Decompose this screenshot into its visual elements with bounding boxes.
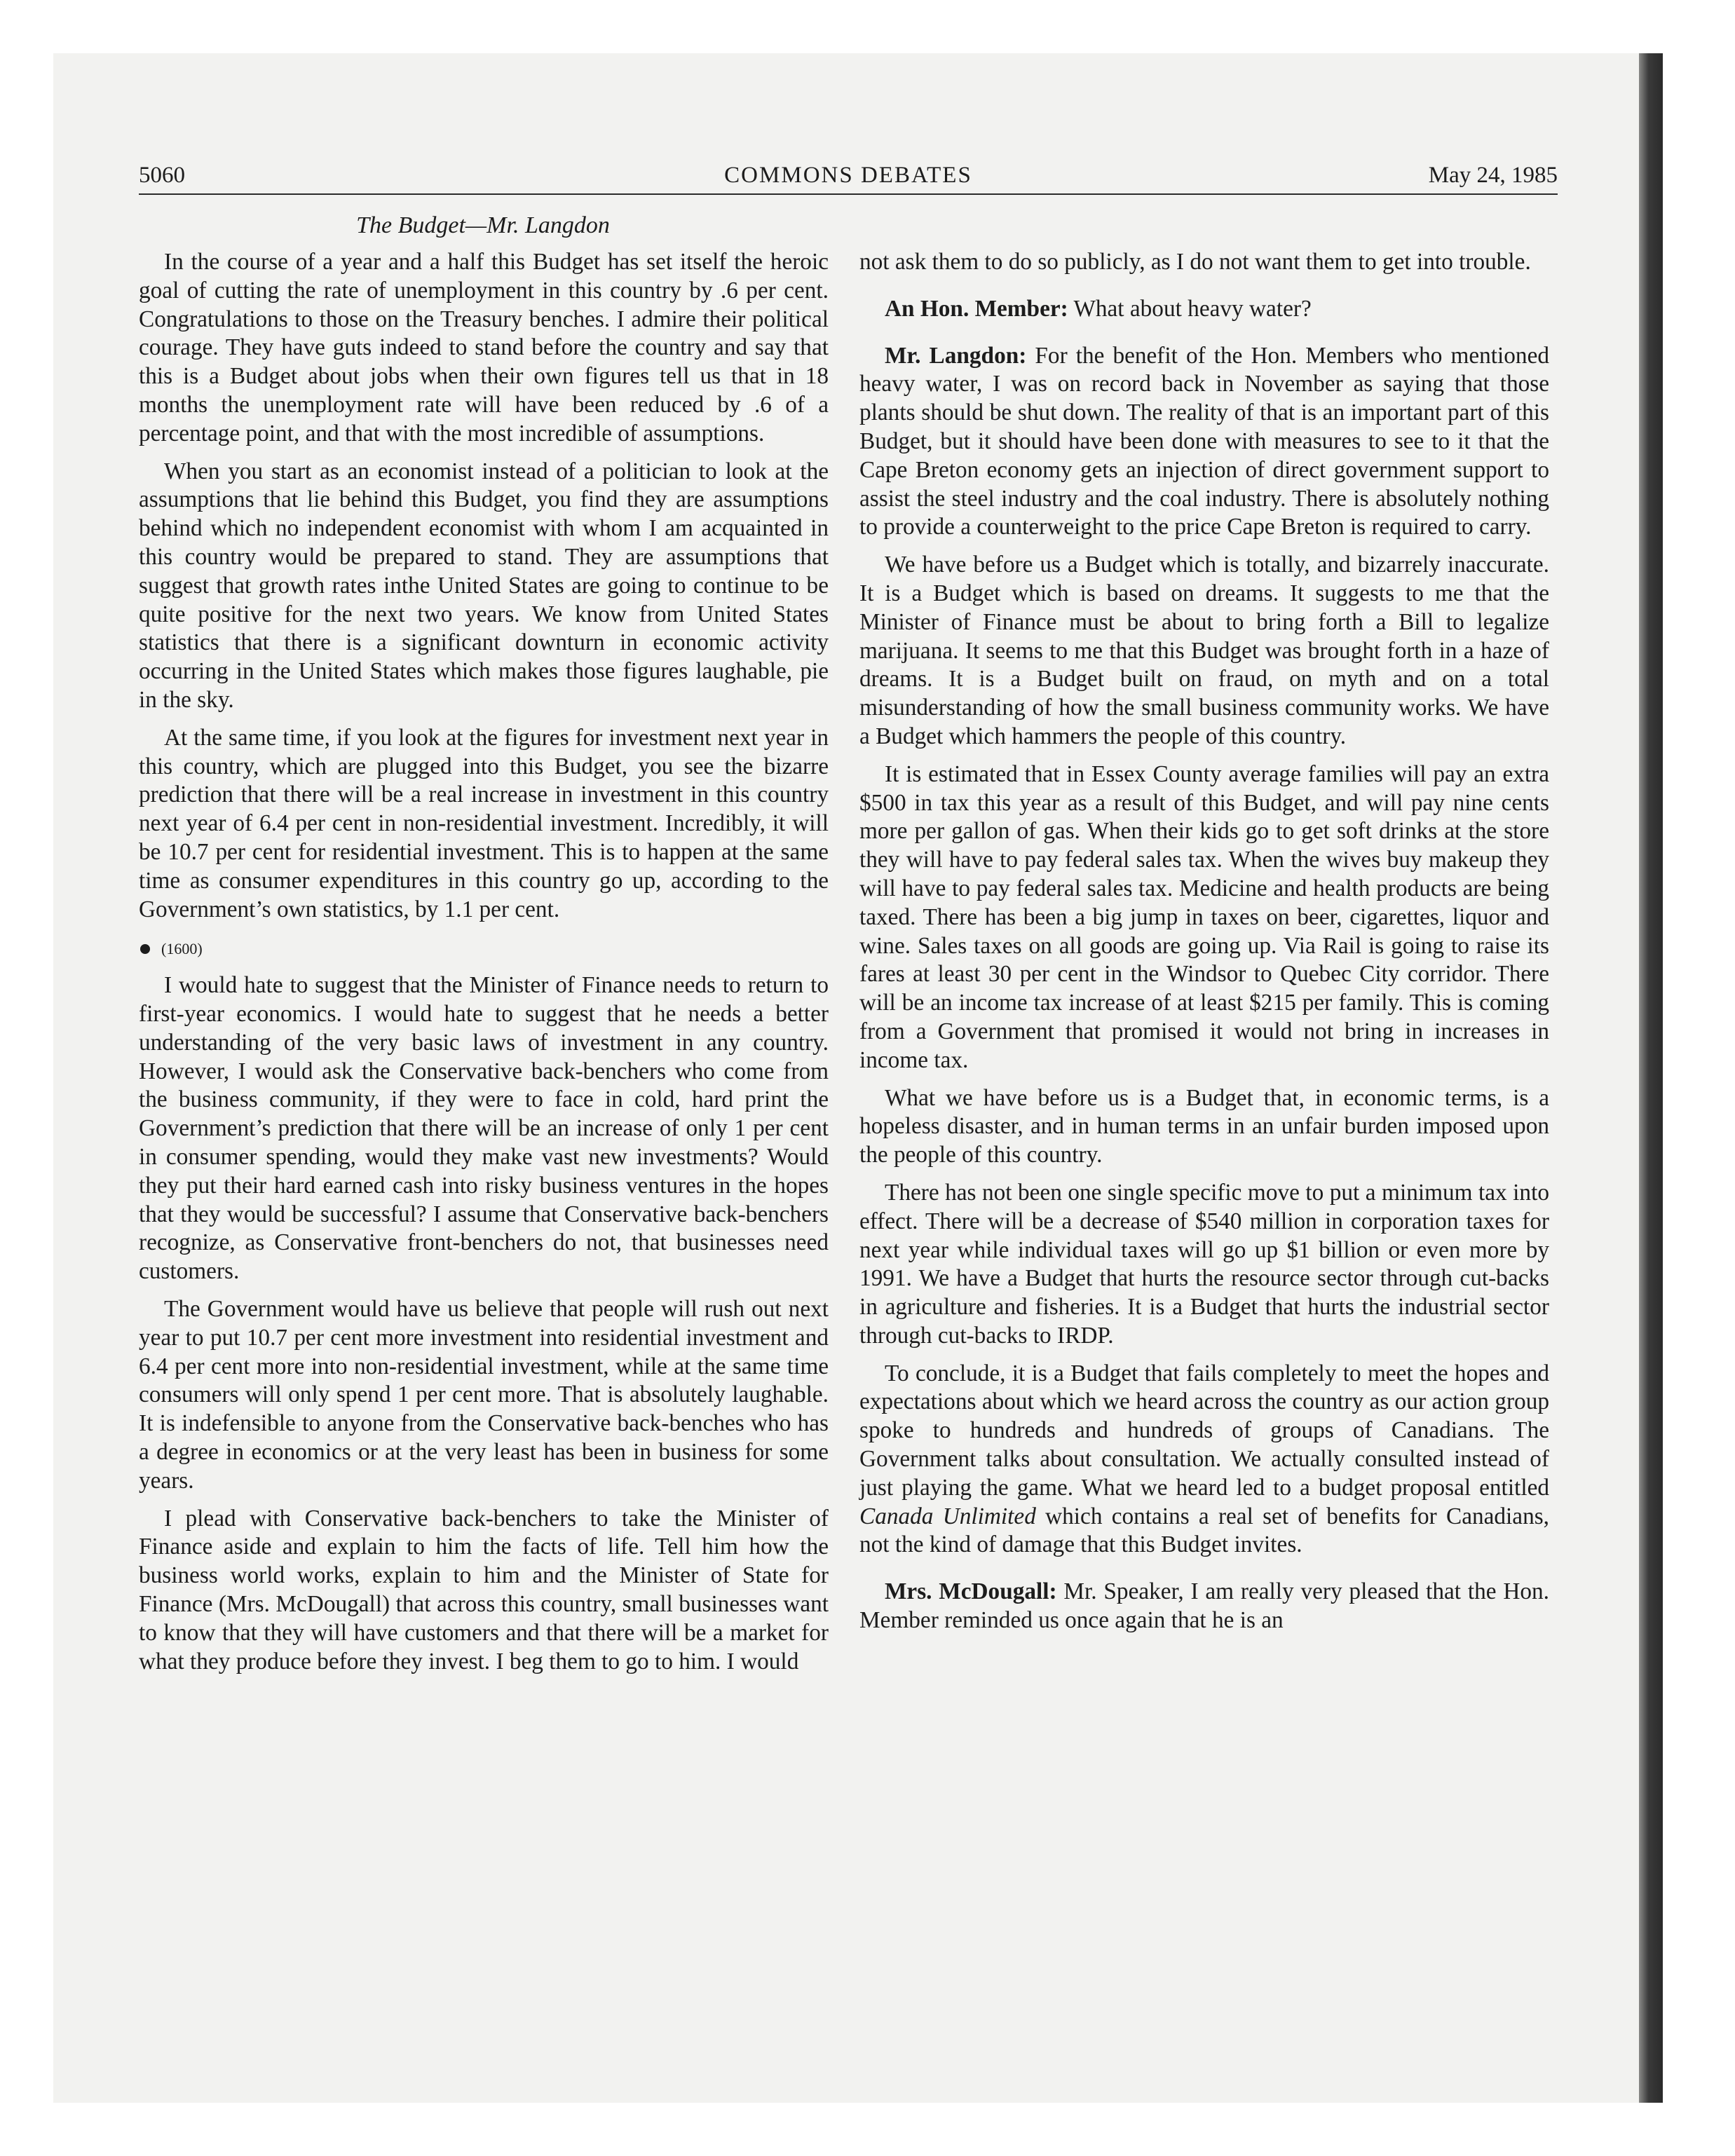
- paragraph-text: which contains a real set of benefits for Canadians, not the kind of damage that this Budget invites.: [859, 1503, 1550, 1558]
- speaker-name: Mr. Langdon:: [885, 342, 1027, 369]
- publication-title: COMMONS DEBATES: [724, 163, 972, 188]
- paragraph: It is estimated that in Essex County average families will pay an extra $500 in tax this year as a result of this Budget, and will pay nine cents more per gallon of gas. When their kids go to get soft drinks at the store they will have to pay federal sales tax. When the wives buy makeup they will have to pay federal sales tax. Medicine and health products are being taxed. There has been a big jump in taxes on beer, cigarettes, liquor and wine. Sales taxes on all goods are going up. Via Rail is going to raise its fares at least 30 per cent in the Windsor to Quebec City corridor. There will be an income tax increase of at least $215 per family. This is coming from a Government that promised it would not bring in increases in income tax.: [859, 760, 1549, 1073]
- paragraph: I would hate to suggest that the Minister of Finance needs to return to first-year economics. I would hate to suggest that he needs a better understanding of the very basic laws of investment in any country. However, I would ask the Conservative back-benchers who come from the business community, if they were to face in cold, hard print the Government’s prediction that there will be an increase of only 1 per cent in consumer spending, would they make vast new investments? Would they put their hard earned cash into risky business ventures in the hopes that they would be successful? I assume that Conservative back-benchers recognize, as Conservative front-benchers do not, that businesses need customers.: [139, 972, 829, 1285]
- speech: [859, 1578, 1549, 1635]
- paragraph: When you start as an economist instead of a politician to look at the assumptions that lie behind this Budget, you find they are assumptions behind which no independent economist with whom I am acquainted in this country would be prepared to stand. They are assumptions that suggest that growth rates inthe United States are going to continue to be quite positive for the next two years. We know from United States statistics that there is a significant downturn in economic activity occurring in the United States which makes those figures laughable, pie in the sky.: [139, 458, 829, 713]
- page-number: 5060: [139, 163, 185, 188]
- paragraph: [859, 1360, 1549, 1560]
- speech: [859, 342, 1549, 543]
- time-marker-label: (1600): [161, 940, 203, 958]
- speech-text: What about heavy water?: [1068, 295, 1312, 322]
- bullet-dot-icon: [140, 944, 150, 954]
- paragraph: I plead with Conservative back-benchers to take the Minister of Finance aside and explain to him the facts of life. Tell him how the business world works, explain to him and the Minister of State for Finance (Mrs. McDougall) that across this country, small businesses want to know that they will have customers and that there will be a market for what they produce before they invest. I beg them to go to him. I would: [139, 1505, 829, 1674]
- scan-edge-shadow: [1639, 53, 1663, 2103]
- paragraph: The Government would have us believe that people will rush out next year to put 10.7 per cent more investment into residential investment and 6.4 per cent more into non-residential investment, while at the same time consumers will only spend 1 per cent more. That is absolutely laughable. It is indefensible to anyone from the Conservative back-benches who has a degree in economics or at the very least has been in business for some years.: [139, 1296, 829, 1494]
- interjection: [859, 295, 1549, 324]
- publication-date: May 24, 1985: [1428, 163, 1558, 188]
- paragraph-text: To conclude, it is a Budget that fails completely to meet the hopes and expectations about which we heard across the country as our action group spoke to hundreds and hundreds of groups of Canadians. The Government talks about consultation. We actually consulted instead of just playing the game. What we heard led to a budget proposal entitled: [859, 1360, 1549, 1501]
- paragraph: In the course of a year and a half this Budget has set itself the heroic goal of cutting the rate of unemployment in this country by .6 per cent. Congratulations to those on the Treasury benches. I admire their political courage. They have guts indeed to stand before the country and say that this is a Budget about jobs when their own figures tell us that in 18 months the unemployment rate will have been reduced by .6 of a percentage point, and that with the most incredible of assumptions.: [139, 249, 829, 446]
- paragraph: At the same time, if you look at the figures for investment next year in this country, which are plugged into this Budget, you see the bizarre prediction that there will be a real increase in investment in this country next year of 6.4 per cent in non-residential investment. Incredibly, it will be 10.7 per cent for residential investment. This is to happen at the same time as consumer expenditures in this country go up, according to the Government’s own statistics, by 1.1 per cent.: [139, 724, 829, 922]
- speech-text: Mr. Speaker, I am really very pleased that the Hon. Member reminded us once again that he is an: [859, 1578, 1549, 1634]
- paragraph: What we have before us is a Budget that, in economic terms, is a hopeless disaster, and in human terms in an unfair burden imposed upon the people of this country.: [859, 1084, 1549, 1168]
- right-column: [859, 248, 1549, 1644]
- proposal-title: Canada Unlimited: [859, 1503, 1036, 1529]
- left-column: [139, 248, 829, 1685]
- running-head: The Budget—Mr. Langdon: [356, 212, 610, 238]
- header-rule: [139, 193, 1558, 195]
- speech-text: For the benefit of the Hon. Members who mentioned heavy water, I was on record back in November as saying that those plants should be shut down. The reality of that is an important part of this Budget, but it should have been done with measures to see to it that the Cape Breton economy gets an injection of direct government support to assist the steel industry and the coal industry. There is absolutely nothing to provide a counterweight to the price Cape Breton is required to carry.: [859, 342, 1549, 540]
- time-marker: [139, 934, 829, 963]
- page-header: [139, 160, 1558, 191]
- paragraph: There has not been one single specific move to put a minimum tax into effect. There will be a decrease of $540 million in corporation taxes for next year while individual taxes will go up $1 billion or even more by 1991. We have a Budget that hurts the resource sector through cut-backs in agriculture and fisheries. It is a Budget that hurts the industrial sector through cut-backs to IRDP.: [859, 1179, 1549, 1349]
- speaker-name: An Hon. Member:: [885, 295, 1068, 322]
- paragraph: We have before us a Budget which is totally, and bizarrely inaccurate. It is a Budget which is based on dreams. It suggests to me that the Minister of Finance must be about to bring forth a Bill to legalize marijuana. It seems to me that this Budget was brought forth in a haze of dreams. It is a Budget built on fraud, on myth and on a total misunderstanding of how the small business community works. We have a Budget which hammers the people of this country.: [859, 552, 1549, 749]
- paragraph-continued: not ask them to do so publicly, as I do not want them to get into trouble.: [859, 249, 1531, 275]
- speaker-name: Mrs. McDougall:: [885, 1578, 1057, 1605]
